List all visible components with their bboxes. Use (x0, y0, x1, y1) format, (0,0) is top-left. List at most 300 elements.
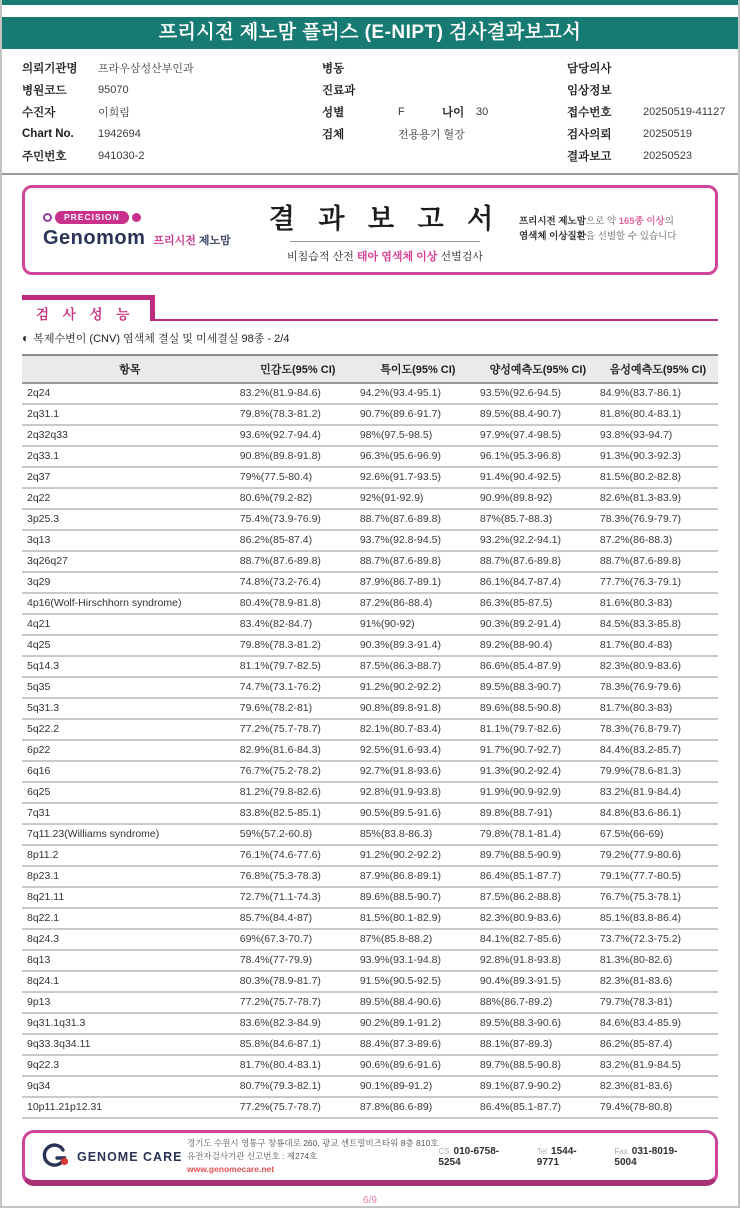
brand-sub-accent: 프리시전 (153, 234, 196, 247)
value-cell: 81.8%(80.4-83.1) (598, 404, 718, 425)
item-cell: 5q31.3 (22, 698, 238, 719)
value-cell: 82.3%(80.9-83.6) (598, 656, 718, 677)
field-label: 검체 (322, 129, 345, 141)
item-cell: 8p23.1 (22, 866, 238, 887)
table-subtitle (22, 330, 718, 346)
field-label: 담당의사 (567, 63, 612, 75)
value-cell: 79.7%(78.3-81) (598, 992, 718, 1013)
value-cell: 86.6%(85.4-87.9) (478, 656, 598, 677)
genome-care-logo-text: GENOME CARE (77, 1149, 183, 1164)
value-cell: 77.2%(75.7-78.7) (238, 719, 358, 740)
item-cell: 10p11.21p12.31 (22, 1097, 238, 1118)
field-request-date (567, 123, 734, 145)
table-row (22, 551, 718, 572)
item-cell: 6q25 (22, 782, 238, 803)
field-label: 수진자 (22, 107, 56, 119)
item-cell: 8p11.2 (22, 845, 238, 866)
value-cell: 96.1%(95.3-96.8) (478, 446, 598, 467)
value-cell: 87.2%(86-88.4) (358, 593, 478, 614)
value-cell: 59%(57.2-60.8) (238, 824, 358, 845)
table-row (22, 887, 718, 908)
table-row (22, 950, 718, 971)
table-row (22, 929, 718, 950)
item-cell: 8q22.1 (22, 908, 238, 929)
field-sex-age (322, 101, 567, 123)
page-title: 프리시전 제노맘 플러스 (E-NIPT) 검사결과보고서 (2, 17, 738, 49)
value-cell: 89.2%(88-90.4) (478, 635, 598, 656)
value-cell: 69%(67.3-70.7) (238, 929, 358, 950)
field-value: 이희림 (98, 107, 130, 119)
value-cell: 91.4%(90.4-92.5) (478, 467, 598, 488)
value-cell: 89.7%(88.5-90.9) (478, 845, 598, 866)
table-row (22, 845, 718, 866)
value-cell: 91.5%(90.5-92.5) (358, 971, 478, 992)
contact-fax (614, 1146, 699, 1168)
value-cell: 92.5%(91.6-93.4) (358, 740, 478, 761)
field-label: 의뢰기관명 (22, 63, 78, 75)
value-cell: 81.1%(79.7-82.5) (238, 656, 358, 677)
table-row (22, 1097, 718, 1118)
value-cell: 83.2%(81.9-84.4) (598, 782, 718, 803)
value-cell: 79.8%(78.3-81.2) (238, 635, 358, 656)
value-cell: 93.6%(92.7-94.4) (238, 425, 358, 446)
field-label: 검사의뢰 (567, 129, 612, 141)
value-cell: 82.3%(81-83.6) (598, 971, 718, 992)
item-cell: 2q31.1 (22, 404, 238, 425)
value-cell: 90.8%(89.8-91.8) (238, 446, 358, 467)
item-cell: 2q32q33 (22, 425, 238, 446)
value-cell: 76.1%(74.6-77.6) (238, 845, 358, 866)
contact-value: 1544-9771 (536, 1145, 577, 1168)
section-tab (22, 295, 718, 321)
value-cell: 76.7%(75.2-78.2) (238, 761, 358, 782)
value-cell: 85.1%(83.8-86.4) (598, 908, 718, 929)
table-row (22, 1055, 718, 1076)
value-cell: 81.5%(80.1-82.9) (358, 908, 478, 929)
value-cell: 89.5%(88.3-90.6) (478, 1013, 598, 1034)
section-tab-label: 검 사 성 능 (22, 295, 155, 321)
value-cell: 87.2%(86-88.3) (598, 530, 718, 551)
title-underline (290, 241, 480, 242)
subtitle-pre: 비침습적 산전 (287, 250, 357, 263)
value-cell: 94.2%(93.4-95.1) (358, 383, 478, 404)
item-cell: 9q31.1q31.3 (22, 1013, 238, 1034)
brand-line (43, 227, 251, 250)
field-label: 진료과 (322, 85, 356, 97)
value-cell: 91%(90-92) (358, 614, 478, 635)
value-cell: 90.6%(89.6-91.6) (358, 1055, 478, 1076)
field-value-sex: F (398, 106, 405, 118)
value-cell: 92.8%(91.9-93.8) (358, 782, 478, 803)
footer-box (22, 1130, 718, 1186)
field-label: 병원코드 (22, 85, 67, 97)
field-value: 20250523 (643, 150, 692, 162)
table-row (22, 635, 718, 656)
field-hospital-code (22, 79, 322, 101)
table-row (22, 425, 718, 446)
value-cell: 98%(97.5-98.5) (358, 425, 478, 446)
table-row (22, 446, 718, 467)
value-cell: 86.2%(85-87.4) (238, 530, 358, 551)
field-value: 1942694 (98, 128, 141, 140)
value-cell: 85%(83.8-86.3) (358, 824, 478, 845)
value-cell: 84.4%(83.2-85.7) (598, 740, 718, 761)
value-cell: 87.5%(86.2-88.8) (478, 887, 598, 908)
value-cell: 91.7%(90.7-92.7) (478, 740, 598, 761)
value-cell: 88.7%(87.6-89.8) (478, 551, 598, 572)
value-cell: 90.5%(89.5-91.6) (358, 803, 478, 824)
value-cell: 74.7%(73.1-76.2) (238, 677, 358, 698)
patient-info-section (2, 49, 738, 175)
value-cell: 91.2%(90.2-92.2) (358, 845, 478, 866)
value-cell: 80.3%(78.9-81.7) (238, 971, 358, 992)
contact-cs (438, 1146, 520, 1168)
col-header-sensitivity: 민감도(95% CI) (238, 355, 358, 383)
value-cell: 80.4%(78.9-81.8) (238, 593, 358, 614)
table-row (22, 740, 718, 761)
value-cell: 81.7%(80.3-83) (598, 698, 718, 719)
note-text: 으로 약 (585, 216, 619, 228)
value-cell: 88.4%(87.3-89.6) (358, 1034, 478, 1055)
value-cell: 77.7%(76.3-79.1) (598, 572, 718, 593)
item-cell: 3q29 (22, 572, 238, 593)
value-cell: 87.9%(86.7-89.1) (358, 572, 478, 593)
report-title: 결 과 보 고 서 (268, 203, 502, 234)
item-cell: 9p13 (22, 992, 238, 1013)
value-cell: 78.3%(76.9-79.7) (598, 509, 718, 530)
field-label: 결과보고 (567, 151, 612, 163)
subtitle-accent: 태아 염색체 이상 (356, 250, 438, 263)
item-cell: 8q24.3 (22, 929, 238, 950)
table-row (22, 824, 718, 845)
value-cell: 90.4%(89.3-91.5) (478, 971, 598, 992)
field-label: Chart No. (22, 128, 74, 140)
item-cell: 5q22.2 (22, 719, 238, 740)
value-cell: 86.1%(84.7-87.4) (478, 572, 598, 593)
value-cell: 82.3%(80.9-83.6) (478, 908, 598, 929)
value-cell: 91.3%(90.3-92.3) (598, 446, 718, 467)
note-brand: 프리시전 제노맘 (519, 216, 586, 228)
performance-table (22, 354, 718, 1119)
value-cell: 85.7%(84.4-87) (238, 908, 358, 929)
report-header-box (22, 185, 718, 275)
value-cell: 82.3%(81-83.6) (598, 1076, 718, 1097)
badge-ring-icon (43, 213, 52, 222)
value-cell: 97.9%(97.4-98.5) (478, 425, 598, 446)
value-cell: 79.2%(77.9-80.6) (598, 845, 718, 866)
contact-value: 031-8019-5004 (614, 1145, 678, 1168)
value-cell: 86.4%(85.1-87.7) (478, 1097, 598, 1118)
value-cell: 91.3%(90.2-92.4) (478, 761, 598, 782)
item-cell: 5q14.3 (22, 656, 238, 677)
field-value: 전용용기 혈장 (398, 129, 465, 141)
subtitle-post: 선별검사 (437, 250, 483, 263)
table-row (22, 509, 718, 530)
contact-tel (537, 1146, 599, 1168)
badge-dot-icon (132, 213, 141, 222)
value-cell: 90.9%(89.8-92) (478, 488, 598, 509)
value-cell: 88.7%(87.6-89.8) (238, 551, 358, 572)
item-cell: 6q16 (22, 761, 238, 782)
value-cell: 82.6%(81.3-83.9) (598, 488, 718, 509)
value-cell: 86.2%(85-87.4) (598, 1034, 718, 1055)
item-cell: 5q35 (22, 677, 238, 698)
table-row (22, 572, 718, 593)
item-cell: 8q21.11 (22, 887, 238, 908)
value-cell: 96.3%(95.6-96.9) (358, 446, 478, 467)
table-row (22, 698, 718, 719)
value-cell: 89.5%(88.4-90.7) (478, 404, 598, 425)
patient-info-col2 (322, 57, 567, 167)
value-cell: 78.3%(76.8-79.7) (598, 719, 718, 740)
item-cell: 3p25.3 (22, 509, 238, 530)
value-cell: 90.1%(89-91.2) (358, 1076, 478, 1097)
table-row (22, 1076, 718, 1097)
top-accent-line (0, 0, 740, 5)
item-cell: 4q21 (22, 614, 238, 635)
field-value: 20250519-41127 (643, 106, 726, 118)
footer-contacts (438, 1146, 699, 1168)
col-header-item: 항목 (22, 355, 238, 383)
value-cell: 89.8%(88.7-91) (478, 803, 598, 824)
table-row (22, 719, 718, 740)
table-row (22, 1013, 718, 1034)
value-cell: 67.5%(66-69) (598, 824, 718, 845)
value-cell: 84.6%(83.4-85.9) (598, 1013, 718, 1034)
item-cell: 9q33.3q34.11 (22, 1034, 238, 1055)
value-cell: 87%(85.7-88.3) (478, 509, 598, 530)
table-row (22, 383, 718, 404)
item-cell: 2q33.1 (22, 446, 238, 467)
patient-info-col1 (22, 57, 322, 167)
value-cell: 72.7%(71.1-74.3) (238, 887, 358, 908)
content-area (2, 185, 738, 1206)
value-cell: 89.6%(88.5-90.7) (358, 887, 478, 908)
value-cell: 81.6%(80.3-83) (598, 593, 718, 614)
value-cell: 85.8%(84.6-87.1) (238, 1034, 358, 1055)
table-row (22, 803, 718, 824)
value-cell: 87.5%(86.3-88.7) (358, 656, 478, 677)
value-cell: 76.8%(75.3-78.3) (238, 866, 358, 887)
value-cell: 89.5%(88.3-90.7) (478, 677, 598, 698)
value-cell: 88%(86.7-89.2) (478, 992, 598, 1013)
table-header-row (22, 355, 718, 383)
table-row (22, 908, 718, 929)
table-row (22, 467, 718, 488)
value-cell: 90.3%(89.3-91.4) (358, 635, 478, 656)
item-cell: 2q24 (22, 383, 238, 404)
value-cell: 79.4%(78-80.8) (598, 1097, 718, 1118)
field-chart-no (22, 123, 322, 145)
field-ward (322, 57, 567, 79)
value-cell: 79.8%(78.3-81.2) (238, 404, 358, 425)
table-row (22, 614, 718, 635)
half-circle-icon: ◐ (22, 331, 30, 345)
table-row (22, 971, 718, 992)
note-text: 을 선별할 수 있습니다 (585, 231, 677, 242)
footer-address (187, 1137, 438, 1175)
value-cell: 75.4%(73.9-76.9) (238, 509, 358, 530)
value-cell: 90.3%(89.2-91.4) (478, 614, 598, 635)
table-subtitle-text: 복제수변이 (CNV) 염색체 결실 및 미세결실 98종 - 2/4 (33, 333, 290, 345)
value-cell: 89.6%(88.5-90.8) (478, 698, 598, 719)
value-cell: 89.5%(88.4-90.6) (358, 992, 478, 1013)
page-number: 6/9 (363, 1195, 377, 1206)
field-value: 941030-2 (98, 150, 145, 162)
value-cell: 83.4%(82-84.7) (238, 614, 358, 635)
field-report-date (567, 145, 734, 167)
item-cell: 7q31 (22, 803, 238, 824)
value-cell: 86.4%(85.1-87.7) (478, 866, 598, 887)
table-row (22, 782, 718, 803)
value-cell: 79.1%(77.7-80.5) (598, 866, 718, 887)
value-cell: 83.6%(82.3-84.9) (238, 1013, 358, 1034)
value-cell: 79.8%(78.1-81.4) (478, 824, 598, 845)
value-cell: 79%(77.5-80.4) (238, 467, 358, 488)
genome-care-logo (41, 1143, 187, 1171)
value-cell: 93.2%(92.2-94.1) (478, 530, 598, 551)
value-cell: 81.3%(80-82.6) (598, 950, 718, 971)
item-cell: 3q26q27 (22, 551, 238, 572)
field-receipt-no (567, 101, 734, 123)
value-cell: 93.7%(92.8-94.5) (358, 530, 478, 551)
value-cell: 83.2%(81.9-84.6) (238, 383, 358, 404)
contact-label: Fax (614, 1146, 628, 1156)
table-row (22, 530, 718, 551)
item-cell: 2q22 (22, 488, 238, 509)
field-department (322, 79, 567, 101)
item-cell: 2q37 (22, 467, 238, 488)
field-resident-id (22, 145, 322, 167)
value-cell: 84.5%(83.3-85.8) (598, 614, 718, 635)
table-row (22, 656, 718, 677)
report-subtitle (251, 248, 519, 264)
contact-value: 010-6758-5254 (438, 1145, 500, 1168)
value-cell: 76.7%(75.3-78.1) (598, 887, 718, 908)
item-cell: 4q25 (22, 635, 238, 656)
field-specimen (322, 123, 567, 145)
value-cell: 88.1%(87-89.3) (478, 1034, 598, 1055)
value-cell: 81.7%(80.4-83) (598, 635, 718, 656)
value-cell: 78.4%(77-79.9) (238, 950, 358, 971)
item-cell: 6p22 (22, 740, 238, 761)
value-cell: 80.7%(79.3-82.1) (238, 1076, 358, 1097)
field-label: 임상정보 (567, 85, 612, 97)
item-cell: 7q11.23(Williams syndrome) (22, 824, 238, 845)
value-cell: 88.7%(87.6-89.8) (598, 551, 718, 572)
field-label-age: 나이 (442, 107, 465, 119)
value-cell: 92.6%(91.7-93.5) (358, 467, 478, 488)
value-cell: 73.7%(72.3-75.2) (598, 929, 718, 950)
col-header-npv: 음성예측도(95% CI) (598, 355, 718, 383)
value-cell: 90.7%(89.6-91.7) (358, 404, 478, 425)
note-bold: 염색체 이상질환 (519, 231, 586, 242)
col-header-specificity: 특이도(95% CI) (358, 355, 478, 383)
item-cell: 9q34 (22, 1076, 238, 1097)
field-label: 주민번호 (22, 151, 67, 163)
field-label: 접수번호 (567, 107, 612, 119)
value-cell: 81.5%(80.2-82.8) (598, 467, 718, 488)
field-institution (22, 57, 322, 79)
value-cell: 87.8%(86.6-89) (358, 1097, 478, 1118)
field-value: 95070 (98, 84, 129, 96)
value-cell: 90.8%(89.8-91.8) (358, 698, 478, 719)
footer-address-line2: 유전자검사기관 신고번호 : 제274호 (187, 1151, 318, 1162)
table-row (22, 866, 718, 887)
section-tab-line (155, 295, 718, 321)
field-value: 프라우삼성산부인과 (98, 63, 194, 75)
report-side-note (519, 215, 697, 244)
field-label: 병동 (322, 63, 345, 75)
table-row (22, 761, 718, 782)
note-accent: 165종 이상 (618, 216, 665, 228)
value-cell: 93.5%(92.6-94.5) (478, 383, 598, 404)
value-cell: 79.6%(78.2-81) (238, 698, 358, 719)
field-value: 20250519 (643, 128, 692, 140)
value-cell: 87.9%(86.8-89.1) (358, 866, 478, 887)
precision-badge (43, 211, 251, 224)
brand-sub: 제노맘 (198, 234, 231, 247)
item-cell: 4p16(Wolf-Hirschhorn syndrome) (22, 593, 238, 614)
value-cell: 86.3%(85-87.5) (478, 593, 598, 614)
footer-website-link[interactable]: www.genomecare.net (187, 1163, 275, 1174)
table-row (22, 992, 718, 1013)
genomom-logo (43, 211, 251, 250)
table-row (22, 677, 718, 698)
value-cell: 87%(85.8-88.2) (358, 929, 478, 950)
table-row (22, 593, 718, 614)
value-cell: 88.7%(87.6-89.8) (358, 551, 478, 572)
value-cell: 89.1%(87.9-90.2) (478, 1076, 598, 1097)
value-cell: 81.2%(79.8-82.6) (238, 782, 358, 803)
value-cell: 92.7%(91.8-93.6) (358, 761, 478, 782)
value-cell: 89.7%(88.5-90.8) (478, 1055, 598, 1076)
contact-label: Tel (536, 1146, 548, 1156)
item-cell: 8q24.1 (22, 971, 238, 992)
value-cell: 77.2%(75.7-78.7) (238, 992, 358, 1013)
col-header-ppv: 양성예측도(95% CI) (478, 355, 598, 383)
footer-address-line1: 경기도 수원시 영통구 창룡대로 260, 광교 센트럴비즈타워 8층 810호 (187, 1138, 439, 1149)
table-row (22, 1034, 718, 1055)
value-cell: 84.9%(83.7-86.1) (598, 383, 718, 404)
item-cell: 8q13 (22, 950, 238, 971)
report-title-block (251, 197, 519, 264)
value-cell: 82.9%(81.6-84.3) (238, 740, 358, 761)
value-cell: 81.7%(80.4-83.1) (238, 1055, 358, 1076)
item-cell: 3q13 (22, 530, 238, 551)
note-text: 의 (664, 216, 674, 228)
value-cell: 80.6%(79.2-82) (238, 488, 358, 509)
value-cell: 91.2%(90.2-92.2) (358, 677, 478, 698)
genome-care-logo-icon (41, 1143, 71, 1171)
value-cell: 77.2%(75.7-78.7) (238, 1097, 358, 1118)
value-cell: 79.9%(78.6-81.3) (598, 761, 718, 782)
value-cell: 93.9%(93.1-94.8) (358, 950, 478, 971)
item-cell: 9q22.3 (22, 1055, 238, 1076)
table-row (22, 404, 718, 425)
field-patient-name (22, 101, 322, 123)
value-cell: 74.8%(73.2-76.4) (238, 572, 358, 593)
badge-label: PRECISION (55, 211, 129, 224)
value-cell: 84.1%(82.7-85.6) (478, 929, 598, 950)
field-doctor (567, 57, 734, 79)
contact-label: CS (438, 1146, 450, 1156)
patient-info-col3 (567, 57, 734, 167)
value-cell: 93.8%(93-94.7) (598, 425, 718, 446)
field-clinical-info (567, 79, 734, 101)
value-cell: 81.1%(79.7-82.6) (478, 719, 598, 740)
field-value-age: 30 (476, 106, 489, 118)
